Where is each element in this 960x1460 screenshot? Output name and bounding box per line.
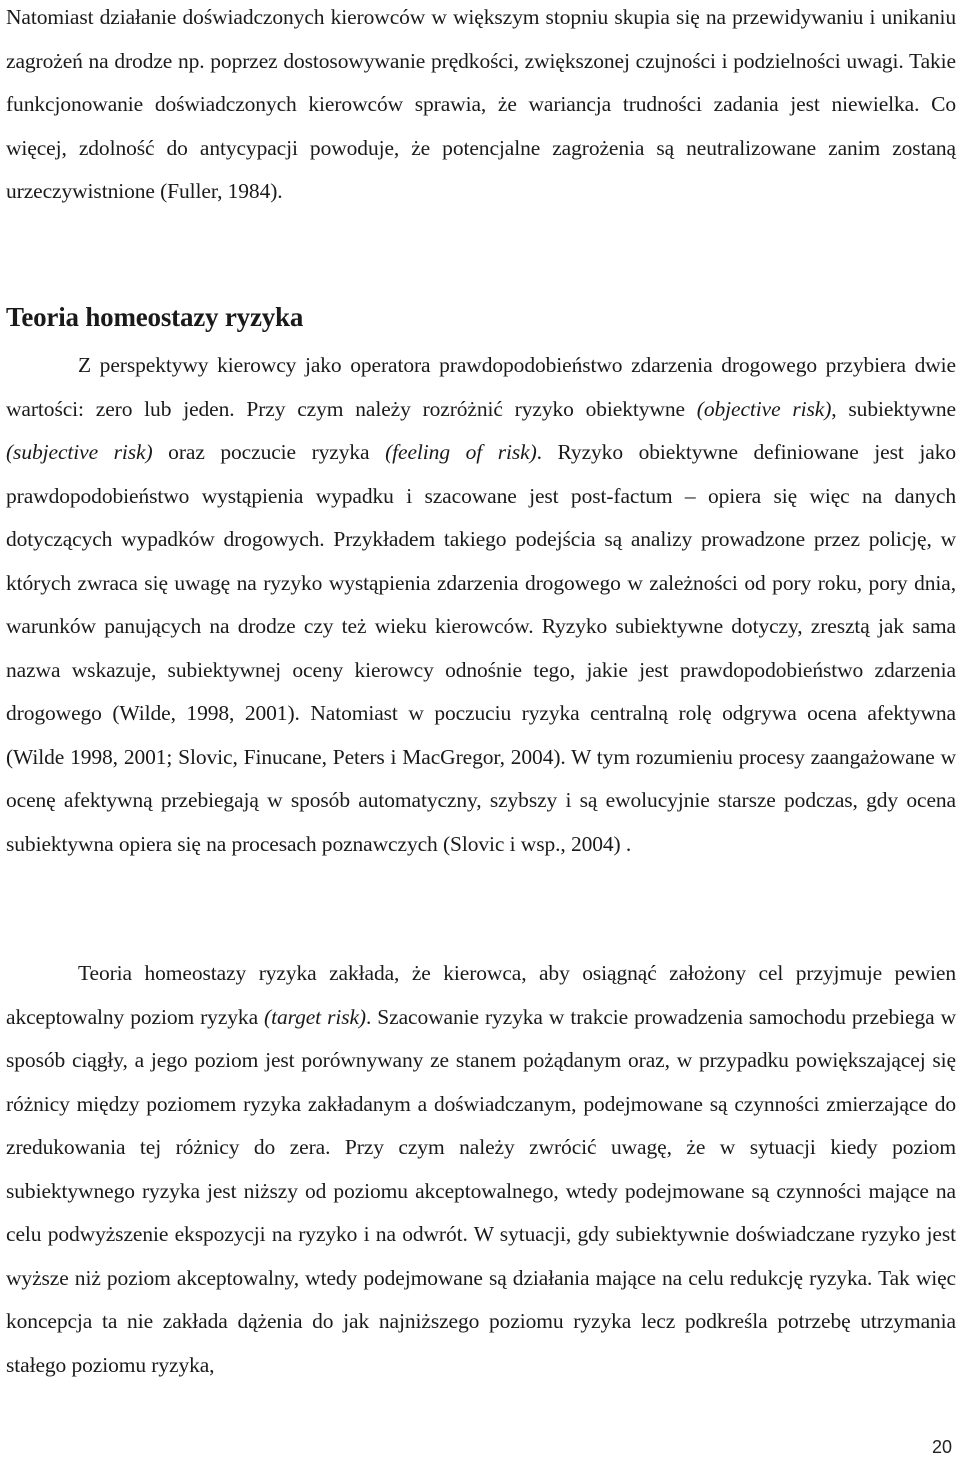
- section-heading: Teoria homeostazy ryzyka: [6, 302, 304, 332]
- term-subjective-risk: (subjective risk): [6, 440, 153, 464]
- paragraph-1: [6, 0, 956, 214]
- paragraph-2-text-1: Z perspektywy kierowcy jako operatora prawdopodobieństwo zdarzenia drogowego przybiera dwie wartości: zero lub jeden. Przy czym należy rozróżnić ryzyko obiektywne: [6, 353, 956, 421]
- page-number: 20: [931, 1437, 952, 1457]
- paragraph-1-text: Natomiast działanie doświadczonych kierowców w większym stopniu skupia się na przewidywaniu i unikaniu zagrożeń na drodze np. poprzez dostosowywanie prędkości, zwiększonej czujności i podzielności uwagi. Takie funkcjonowanie doświadczonych kierowców sprawia, że wariancja trudności zadania jest niewielka. Co więcej, zdolność do antycypacji powoduje, że potencjalne zagrożenia są neutralizowane zanim zostaną urzeczywistnione (Fuller, 1984).: [6, 5, 956, 203]
- paragraph-3: [6, 952, 956, 1387]
- paragraph-2: [6, 344, 956, 866]
- term-objective-risk: (objective risk): [696, 396, 832, 421]
- paragraph-3-text-1: Teoria homeostazy ryzyka zakłada, że kierowca, aby osiągnąć założony cel przyjmuje pewien akceptowalny poziom ryzyka: [6, 961, 956, 1029]
- paragraph-3-text-2: . Szacowanie ryzyka w trakcie prowadzenia samochodu przebiega w sposób ciągły, a jego poziom jest porównywany ze stanem pożądanym oraz, w przypadku powiększającej się różnicy między poziomem ryzyka zakładanym a doświadczanym, podejmowane są czynności zmierzające do zredukowania tej różnicy do zera. Przy czym należy zwrócić uwagę, że w sytuacji kiedy poziom subiektywnego ryzyka jest niższy od poziomu akceptowalnego, wtedy podejmowane są czynności mające na celu podwyższenie ekspozycji na ryzyko i na odwrót. W sytuacji, gdy subiektywnie doświadczane ryzyko jest wyższe niż poziom akceptowalny, wtedy podejmowane są działania mające na celu redukcję ryzyka. Tak więc koncepcja ta nie zakłada dążenia do jak najniższego poziomu ryzyka lecz podkreśla potrzebę utrzymania stałego poziomu ryzyka,: [6, 1004, 957, 1377]
- term-target-risk: (target risk): [264, 1004, 366, 1029]
- paragraph-2-text-4: . Ryzyko obiektywne definiowane jest jako prawdopodobieństwo wystąpienia wypadku i szacowane jest post-factum – opiera się więc na danych dotyczących wypadków drogowych. Przykładem takiego podejścia są analizy prowadzone przez policję, w których zwraca się uwagę na ryzyko wystąpienia zdarzenia drogowego w zależności od pory roku, pory dnia, warunków panujących na drodze czy też wieku kierowców. Ryzyko subiektywne dotyczy, zresztą jak sama nazwa wskazuje, subiektywnej oceny kierowcy odnośnie tego, jakie jest prawdopodobieństwo zdarzenia drogowego (Wilde, 1998, 2001). Natomiast w poczuciu ryzyka centralną rolę odgrywa ocena afektywna (Wilde 1998, 2001; Slovic, Finucane, Peters i MacGregor, 2004). W tym rozumieniu procesy zaangażowane w ocenę afektywną przebiegają w sposób automatyczny, szybszy i są ewolucyjnie starsze podczas, gdy ocena subiektywna opiera się na procesach poznawczych (Slovic i wsp., 2004) .: [6, 440, 956, 856]
- term-feeling-of-risk: (feeling of risk): [385, 440, 537, 464]
- paragraph-2-text-3: oraz poczucie ryzyka: [152, 440, 386, 464]
- paragraph-2-text-2: , subiektywne: [831, 396, 956, 421]
